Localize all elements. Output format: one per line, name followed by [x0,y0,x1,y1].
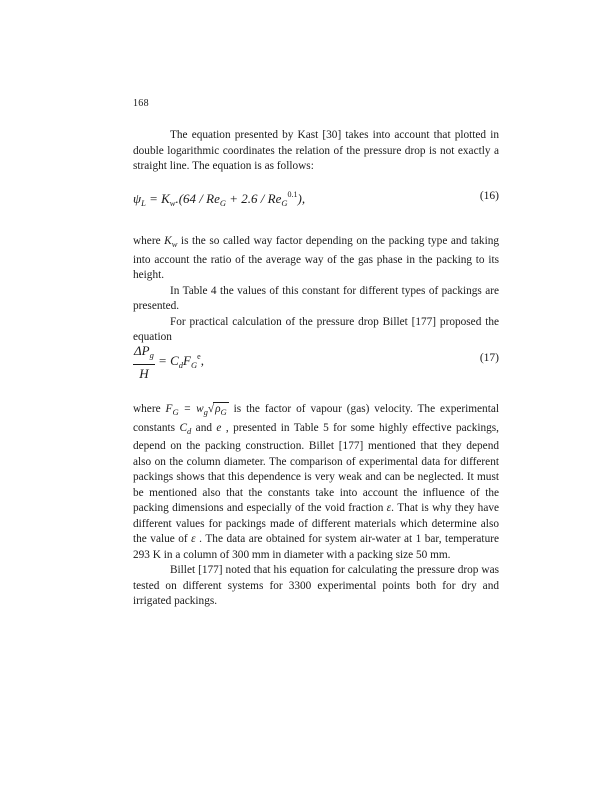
paragraph-billet-intro: For practical calculation of the pressure drop Billet [177] proposed the equation [133,315,499,343]
equation-number-16: (16) [479,190,499,202]
paragraph-text: The equation presented by Kast [30] takes into account that plotted in double logarithmic coordinates the relation of the pressure drop is not exactly a straight line. The equation is as follows: [133,129,499,172]
equation-16: $\psi_L = K_w.(64 / Re_G + 2.6 / Re_G^{0.1})$, (16) [133,190,499,208]
page-number: 168 [133,98,149,109]
paragraph-vapour-factor: where $F_G = w_g√\rho_G$ is the factor of vapour (gas) velocity. The experimental constants $C_d$ and e , presented in Table 5 for some highly effective packings, depend on the packing construction. Billet [177] mentioned that they depend also on the column diameter. The comparison of experimental data for different packings shows that this dependence is very weak and can be neglected. It must be mentioned also that the constants take into account the influence of the packing dimensions and especially of the void fraction ε. That is why they have different values for packings made of different materials which determine also the value of ε . The data are obtained for system air-water at 1 bar, temperature 293 K in a column of 300 mm in diameter with a packing size 50 mm. Billet [177] noted that his equation for calculating the pressure drop was tested on different systems for 3300 experimental points both for dry and irrigated packings. [133,402,499,610]
paragraph-table4: In Table 4 the values of this constant for different types of packings are presented. [133,284,499,312]
paragraph-kast [133,128,499,175]
eq17-fraction: $\frac{\Delta P_g}{H}$ [134,343,154,381]
equation-number-17: (17) [479,352,499,364]
paragraph-billet-tested: Billet [177] noted that his equation for calculating the pressure drop was tested on different systems for 3300 experimental points both for dry and irrigated packings. [133,564,499,607]
paragraph-way-factor: where $K_w$ is the so called way factor depending on the packing type and taking into account the ratio of the average way of the gas phase in the packing to its height. In Table 4 the values of this constant for different types of packings are presented. For practical calculation of the pressure drop Billet [177] proposed the equation [133,234,499,346]
eq16-lhs: ψ [133,191,142,206]
equation-17: $\frac{\Delta P_g}{H}$ = $C_dF_G^e$, (17) [134,343,499,381]
